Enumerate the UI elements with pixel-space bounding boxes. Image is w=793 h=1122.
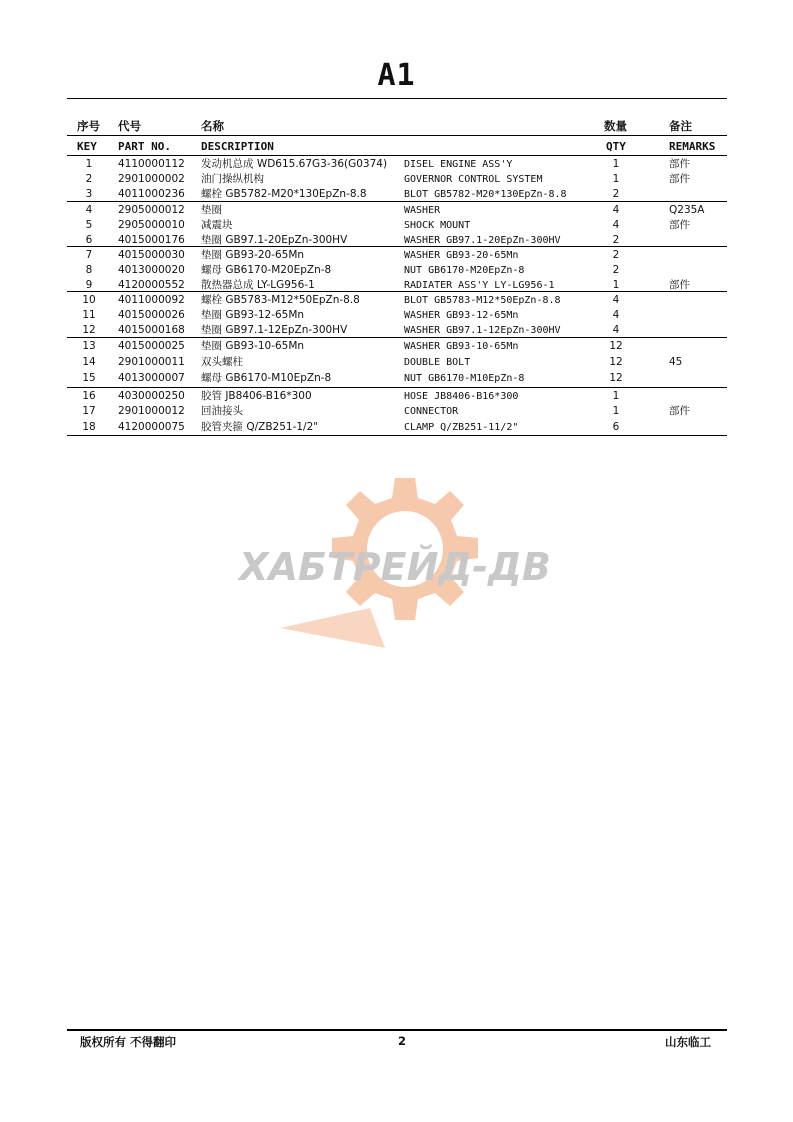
row-key: 12 [82, 324, 96, 336]
table-row [0, 157, 793, 172]
row-part-no: 2905000012 [118, 204, 185, 216]
header-desc-cn: 名称 [201, 119, 224, 133]
row-key: 13 [82, 340, 96, 352]
row-qty: 4 [612, 219, 620, 231]
table-row [0, 404, 793, 419]
swoosh-shape [280, 608, 385, 648]
table-row [0, 371, 793, 386]
row-description-en: CONNECTOR [404, 406, 459, 417]
row-description-cn: 螺栓 GB5783-M12*50EpZn-8.8 [201, 294, 360, 306]
row-part-no: 4013000007 [118, 372, 185, 384]
row-key: 8 [85, 264, 93, 276]
row-description-en: WASHER GB97.1-12EpZn-300HV [404, 325, 561, 336]
row-part-no: 2905000010 [118, 219, 185, 231]
header-bottom-line [67, 155, 727, 156]
footer-page-number: 2 [398, 1034, 407, 1048]
header-divider [67, 135, 727, 136]
row-description-en: WASHER GB97.1-20EpZn-300HV [404, 235, 561, 246]
row-remarks: 部件 [669, 279, 690, 291]
row-description-cn: 胶管 JB8406-B16*300 [201, 390, 312, 402]
row-remarks: 部件 [669, 405, 690, 417]
row-key: 3 [85, 188, 93, 200]
row-description-cn: 垫圈 GB97.1-20EpZn-300HV [201, 234, 348, 246]
header-part-cn: 代号 [118, 119, 141, 133]
table-row [0, 218, 793, 233]
table-row [0, 248, 793, 263]
row-qty: 4 [612, 294, 620, 306]
row-qty: 12 [609, 340, 623, 352]
row-key: 18 [82, 421, 96, 433]
row-part-no: 4110000112 [118, 158, 185, 170]
row-qty: 1 [612, 405, 620, 417]
row-description-en: NUT GB6170-M10EpZn-8 [404, 373, 525, 384]
row-key: 10 [82, 294, 96, 306]
row-part-no: 4015000168 [118, 324, 185, 336]
group-divider [67, 387, 727, 388]
row-remarks: 45 [669, 356, 683, 368]
row-description-cn: 油门操纵机构 [201, 173, 264, 185]
row-part-no: 2901000011 [118, 356, 185, 368]
table-row [0, 355, 793, 370]
header-remarks-en: REMARKS [669, 140, 716, 153]
row-description-cn: 胶管夹箍 Q/ZB251-1/2" [201, 421, 319, 433]
row-description-cn: 垫圈 GB97.1-12EpZn-300HV [201, 324, 348, 336]
watermark-logo [210, 458, 580, 668]
row-remarks: 部件 [669, 173, 690, 185]
row-key: 15 [82, 372, 96, 384]
row-part-no: 4011000092 [118, 294, 185, 306]
table-row [0, 172, 793, 187]
row-description-en: WASHER GB93-20-65Mn [404, 250, 519, 261]
row-description-en: SHOCK MOUNT [404, 220, 471, 231]
row-key: 9 [85, 279, 93, 291]
row-part-no: 4015000030 [118, 249, 185, 261]
row-part-no: 4120000552 [118, 279, 185, 291]
row-part-no: 4013000020 [118, 264, 185, 276]
watermark-text: ХАБТРЕЙД-ДВ [239, 545, 551, 589]
row-description-en: DISEL ENGINE ASS'Y [404, 159, 513, 170]
table-row [0, 187, 793, 202]
row-description-en: CLAMP Q/ZB251-11/2" [404, 422, 519, 433]
row-qty: 1 [612, 173, 620, 185]
row-key: 16 [82, 390, 96, 402]
table-row [0, 263, 793, 278]
table-row [0, 293, 793, 308]
header-key-en: KEY [77, 140, 97, 153]
row-part-no: 4015000176 [118, 234, 185, 246]
row-qty: 4 [612, 309, 620, 321]
row-description-cn: 回油接头 [201, 405, 243, 417]
group-divider [67, 201, 727, 202]
row-description-cn: 螺栓 GB5782-M20*130EpZn-8.8 [201, 188, 367, 200]
row-description-en: DOUBLE BOLT [404, 357, 471, 368]
row-part-no: 2901000002 [118, 173, 185, 185]
row-part-no: 4030000250 [118, 390, 185, 402]
row-description-cn: 垫圈 GB93-10-65Mn [201, 340, 305, 352]
row-key: 4 [85, 204, 93, 216]
table-row [0, 389, 793, 404]
row-part-no: 2901000012 [118, 405, 185, 417]
header-key-cn: 序号 [77, 119, 100, 133]
row-description-en: HOSE JB8406-B16*300 [404, 391, 519, 402]
row-qty: 1 [612, 158, 620, 170]
page-title: A1 [377, 58, 416, 93]
table-bottom-line [67, 435, 727, 436]
group-divider [67, 246, 727, 247]
row-description-cn: 散热器总成 LY-LG956-1 [201, 279, 315, 291]
row-qty: 2 [612, 249, 620, 261]
row-description-en: GOVERNOR CONTROL SYSTEM [404, 174, 543, 185]
row-description-en: BLOT GB5782-M20*130EpZn-8.8 [404, 189, 567, 200]
row-description-en: BLOT GB5783-M12*50EpZn-8.8 [404, 295, 561, 306]
row-description-en: RADIATER ASS'Y LY-LG956-1 [404, 280, 555, 291]
row-description-cn: 螺母 GB6170-M20EpZn-8 [201, 264, 332, 276]
row-description-cn: 垫圈 GB93-20-65Mn [201, 249, 305, 261]
row-key: 5 [85, 219, 93, 231]
row-part-no: 4011000236 [118, 188, 185, 200]
row-description-en: NUT GB6170-M20EpZn-8 [404, 265, 525, 276]
row-key: 17 [82, 405, 96, 417]
row-key: 2 [85, 173, 93, 185]
row-description-cn: 减震块 [201, 219, 233, 231]
row-qty: 2 [612, 264, 620, 276]
row-qty: 4 [612, 204, 620, 216]
footer-company: 山东临工 [665, 1035, 711, 1049]
row-remarks: 部件 [669, 158, 690, 170]
group-divider [67, 291, 727, 292]
table-row [0, 420, 793, 435]
row-qty: 1 [612, 390, 620, 402]
row-part-no: 4120000075 [118, 421, 185, 433]
header-qty-en: QTY [606, 140, 626, 153]
row-key: 7 [85, 249, 93, 261]
row-key: 14 [82, 356, 96, 368]
row-key: 11 [82, 309, 96, 321]
header-part-en: PART NO. [118, 140, 171, 153]
footer-divider [67, 1029, 727, 1031]
row-description-cn: 螺母 GB6170-M10EpZn-8 [201, 372, 332, 384]
row-qty: 12 [609, 356, 623, 368]
row-key: 6 [85, 234, 93, 246]
group-divider [67, 337, 727, 338]
row-qty: 6 [612, 421, 620, 433]
row-description-cn: 双头螺柱 [201, 356, 243, 368]
footer-copyright: 版权所有 不得翻印 [80, 1035, 177, 1049]
row-description-cn: 垫圈 [201, 204, 222, 216]
row-qty: 2 [612, 188, 620, 200]
row-description-cn: 垫圈 GB93-12-65Mn [201, 309, 305, 321]
table-row [0, 308, 793, 323]
row-remarks: Q235A [669, 204, 705, 216]
row-qty: 12 [609, 372, 623, 384]
row-key: 1 [85, 158, 93, 170]
table-row [0, 339, 793, 354]
row-part-no: 4015000026 [118, 309, 185, 321]
header-remarks-cn: 备注 [669, 119, 692, 133]
row-qty: 2 [612, 234, 620, 246]
title-divider [67, 98, 727, 99]
row-qty: 4 [612, 324, 620, 336]
row-part-no: 4015000025 [118, 340, 185, 352]
table-row [0, 203, 793, 218]
header-qty-cn: 数量 [604, 119, 627, 133]
row-description-en: WASHER GB93-12-65Mn [404, 310, 519, 321]
row-remarks: 部件 [669, 219, 690, 231]
row-qty: 1 [612, 279, 620, 291]
row-description-cn: 发动机总成 WD615.67G3-36(G0374) [201, 158, 388, 170]
row-description-en: WASHER GB93-10-65Mn [404, 341, 519, 352]
row-description-en: WASHER [404, 205, 441, 216]
header-desc-en: DESCRIPTION [201, 140, 274, 153]
table-row [0, 323, 793, 338]
